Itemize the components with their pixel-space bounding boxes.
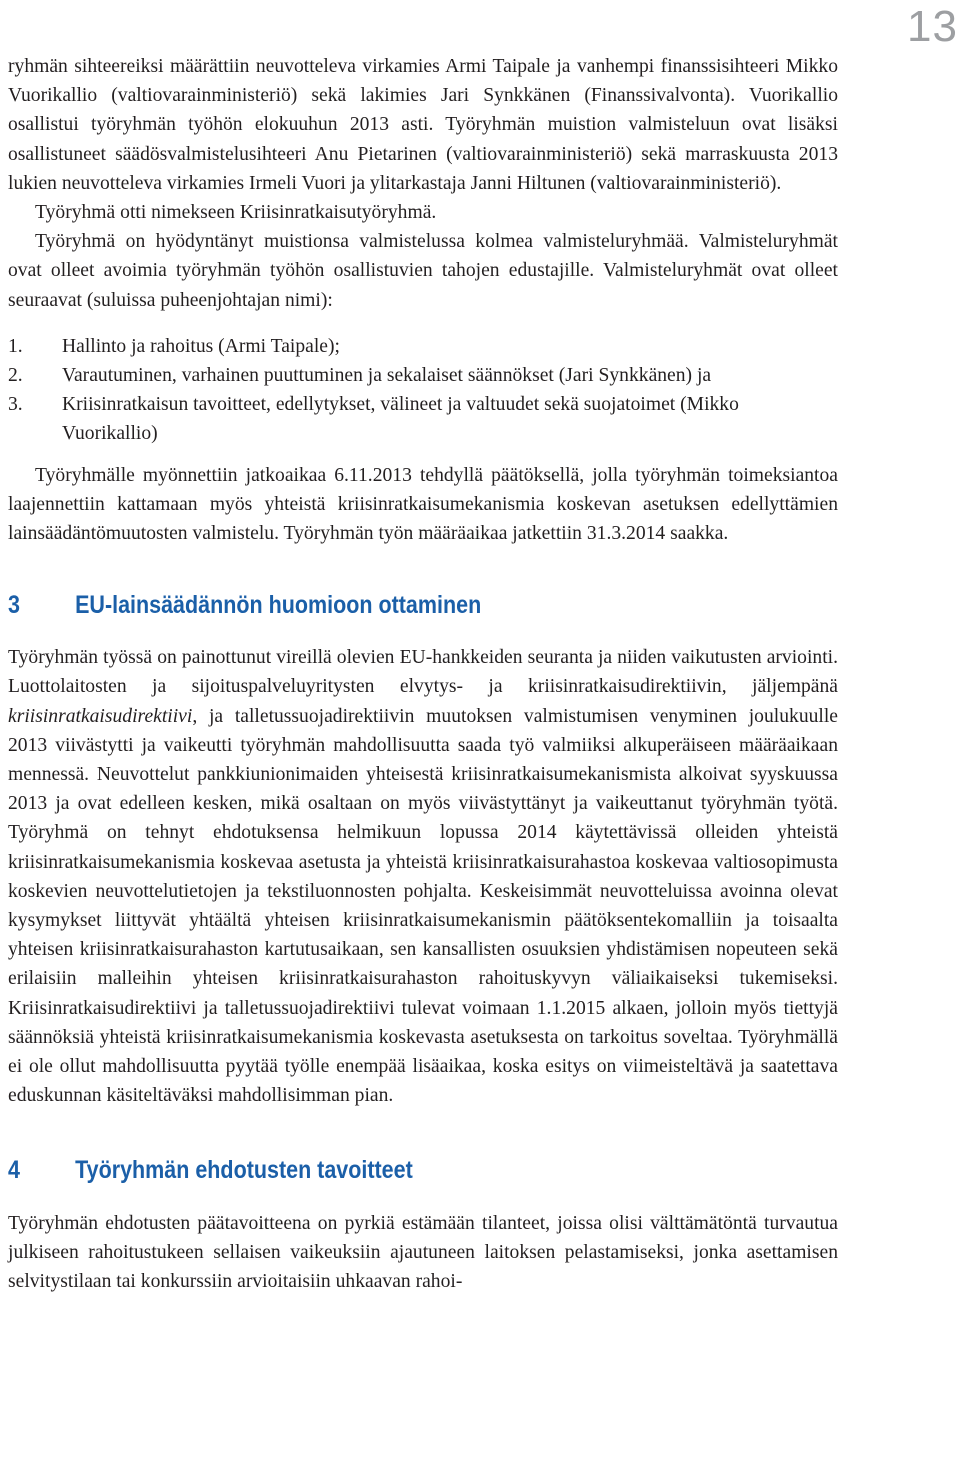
list-item-text: Hallinto ja rahoitus (Armi Taipale);	[62, 335, 340, 357]
intro-paragraph-1: ryhmän sihteereiksi määrättiin neuvotteleva virkamies Armi Taipale ja vanhempi finanssisihteeri Mikko Vuorikallio (valtiovarainministeriö) sekä lakimies Jari Synkkänen (Finanssivalvonta). Vuorikallio osallistui työryhmän työhön elokuuhun 2013 asti. Työryhmän muistion valmisteluun ovat lisäksi osallistuneet säädösvalmistelusihteeri Anu Pietarinen (valtiovarainministeriö) sekä marraskuusta 2013 lukien neuvotteleva virkamies Irmeli Vuori ja ylitarkastaja Janni Hiltunen (valtiovarainministeriö).	[8, 56, 838, 194]
section-3-body-italic-term: kriisinratkaisudirektiivi	[8, 705, 193, 727]
list-item	[8, 361, 838, 390]
list-item-number: 1.	[8, 335, 23, 357]
list-item	[8, 390, 838, 448]
section-4-body: Työryhmän ehdotusten päätavoitteena on pyrkiä estämään tilanteet, joissa olisi välttämätöntä turvautua julkiseen rahoitustukeen sellaisen vaikeuksiin ajautuneen laitoksen pelastamiseksi, jonka asettamisen selvitystilaan tai konkurssiin arvioitaisiin uhkaavan rahoi-	[8, 1212, 838, 1292]
intro-paragraph-3: Työryhmä on hyödyntänyt muistionsa valmistelussa kolmea valmisteluryhmää. Valmisteluryhmät ovat olleet avoimia työryhmän työhön osallistuvien tahojen edustajille. Valmisteluryhmät ovat olleet seuraavat (suluissa puheenjohtajan nimi):	[8, 231, 838, 311]
intro-paragraph-2: Työryhmä otti nimekseen Kriisinratkaisutyöryhmä.	[35, 202, 437, 224]
section-3-body-text-continued: , ja talletussuojadirektiivin muutoksen valmistumisen venyminen joulukuulle 2013 viivästytti ja vaikeutti työryhmän mahdollisuutta saada työ valmiiksi alkuperäiseen määräaikaan mennessä. Neuvottelut pankkiunionimaiden yhteisestä kriisinratkaisumekanismista alkoivat syyskuussa 2013 ja ovat edelleen kesken, mikä osaltaan on myös viivästyttänyt ja vaikeuttanut työryhmän työtä. Työryhmä on tehnyt ehdotuksensa helmikuun lopussa 2014 käytettävissä olleiden yhteistä kriisinratkaisumekanismia koskevaa asetusta ja yhteistä kriisinratkaisurahastoa koskevaa valtiosopimusta koskevien neuvottelutietojen ja tekstiluonnosten pohjalta. Keskeisimmät neuvotteluissa avoinna olevat kysymykset liittyvät yhtäältä yhteisen kriisinratkaisumekanismin päätöksentekomalliin ja toisaalta yhteisen kriisinratkaisurahaston kartutusaikaan, sen kansallisten osuuksien yhdistämisen nopeuteen sekä erilaisiin malleihin yhteisen kriisinratkaisurahaston rahoituskyvyn väliaikaiseksi tukemiseksi. Kriisinratkaisudirektiivi ja talletussuojadirektiivi tulevat voimaan 1.1.2015 alkaen, jolloin myös tiettyjä säännöksiä yhteistä kriisinratkaisumekanismia koskevasta asetuksesta on tarkoitus soveltaa. Työryhmällä ei ole ollut mahdollisuutta pyytää työlle enempää lisäaikaa, koska esitys on viimeisteltävä ja saatettava eduskunnan käsiteltäväksi mahdollisimman pian.	[8, 705, 838, 1107]
page-number: 13	[907, 2, 958, 51]
section-4-heading	[8, 1152, 722, 1188]
section-3-body-text: Työryhmän työssä on painottunut vireillä olevien EU-hankkeiden seuranta ja niiden vaikutusten arviointi. Luottolaitosten ja sijoituspalveluyritysten elvytys- ja kriisinratkaisudirektiivin, jäljempänä	[8, 647, 838, 698]
section-number: 4	[8, 1155, 20, 1184]
list-item-text: Kriisinratkaisun tavoitteet, edellytykset, välineet ja valtuudet sekä suojatoimet (Mikko Vuorikallio)	[62, 394, 739, 445]
section-3-heading	[8, 587, 722, 623]
section-number: 3	[8, 591, 20, 620]
extension-paragraph: Työryhmälle myönnettiin jatkoaikaa 6.11.2013 tehdyllä päätöksellä, jolla työryhmän toimeksiantoa laajennettiin kattamaan myös yhteistä kriisinratkaisumekanismia koskevan asetuksen edellyttämien lainsäädäntömuutosten valmistelu. Työryhmän työn määräaikaa jatkettiin 31.3.2014 saakka.	[8, 464, 838, 545]
section-title: Työryhmän ehdotusten tavoitteet	[75, 1155, 413, 1184]
list-item-number: 2.	[8, 365, 23, 387]
section-title: EU-lainsäädännön huomioon ottaminen	[75, 591, 482, 620]
list-item-number: 3.	[8, 394, 23, 416]
list-item	[8, 332, 838, 361]
page-content	[8, 52, 838, 1296]
section-3-body	[8, 643, 838, 1110]
preparation-groups-list	[8, 332, 838, 449]
list-item-text: Varautuminen, varhainen puuttuminen ja sekalaiset säännökset (Jari Synkkänen) ja	[62, 365, 712, 387]
